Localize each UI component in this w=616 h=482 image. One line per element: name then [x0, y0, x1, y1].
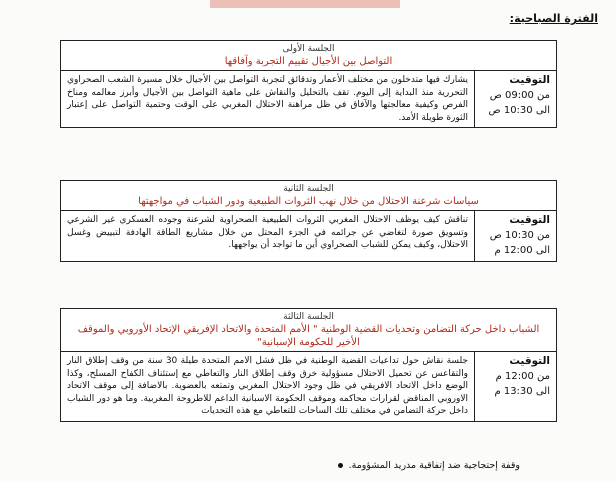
time-label: التوقيت: [509, 355, 550, 367]
session-body: [61, 352, 556, 421]
session-title: الشباب داخل حركة التضامن وتحديات القضية الوطنية " الأمم المتحدة والاتحاد الإفريقي الإتحاد الأوروبي والموقف الأخير للحكومة الإسبانية": [77, 324, 540, 348]
session-number: الجلسة الثالثة: [283, 312, 334, 322]
bullet-dot-icon: [338, 463, 343, 468]
session-time-cell: [474, 352, 556, 421]
session-header: [61, 41, 556, 71]
time-from: من 09:00 ص: [489, 90, 550, 101]
session-header: [61, 309, 556, 352]
time-from: من 12:00 م: [495, 371, 550, 382]
session-number: الجلسة الأولى: [282, 44, 335, 54]
time-label: التوقيت: [509, 214, 550, 226]
session-time-cell: [474, 71, 556, 127]
session-body: [61, 211, 556, 261]
section-heading: الفترة الصباحية:: [509, 12, 598, 25]
time-label: التوقيت: [509, 74, 550, 86]
time-to: الى 12:00 م: [494, 245, 550, 256]
bullet-item: [338, 460, 520, 471]
session-number: الجلسة الثانية: [283, 184, 334, 194]
session-3-table: [60, 308, 557, 422]
time-to: الى 13:30 م: [494, 386, 550, 397]
bullet-text: وقفة إحتجاجية ضد إتفاقية مدريد المشؤومة.: [348, 460, 520, 471]
session-body: [61, 71, 556, 127]
time-from: من 10:30 ص: [489, 230, 550, 241]
session-header: [61, 181, 556, 211]
session-description: جلسة نقاش حول تداعيات القضية الوطنية في ظل فشل الامم المتحدة طيلة 30 سنة من وقف إطلاق النار والتقاعس عن تحميل الاحتلال مسؤولية خرق وقف إطلاق النار والتعاطي مع إستئناف الكفاح المسلح، وكذا الوضع داخل الاتحاد الافريقي في ظل وجود الاحتلال المغربي وتمتعه بالعضوية. بالاضافة إلى موقف الاتحاد الاوروبي المناقض لقرارات محاكمه وموقف الحكومة الاسبانية الداعم للاطروحة المغربية. وما هو دور الشباب داخل حركة التضامن في مختلف تلك الساحات للتعاطي مع هذه التحديات: [67, 356, 469, 416]
session-description: تناقش كيف يوظف الاحتلال المغربي الثروات الطبيعية الصحراوية لشرعنة وجوده العسكري غير الشرعي وتسويق صورة لتغاضي عن جرائمه في الجزء المحتل من خلال مشاريع الطاقة الهادفة لتبييض وغسل الاحتلال، وكيف يمكن للشباب الصحراوي أين ما تواجد أن يواجهها.: [67, 215, 468, 250]
session-time-cell: [474, 211, 556, 261]
session-title: سياسات شرعنة الاحتلال من خلال نهب الثروات الطبيعية ودور الشباب في مواجهتها: [138, 196, 479, 207]
session-2-table: [60, 180, 557, 262]
time-to: الى 10:30 ص: [488, 105, 550, 116]
session-description: يشارك فيها متدخلون من مختلف الأعمار وتدقائق لتجربة التواصل بين الأجيال خلال مسيرة الشعب الصحراوي التحررية منذ البداية إلى اليوم. تقف بالتحليل والنقاش على ماهية التواصل بين الأجيال وأبرز معالمه ومناخ الفرص وكيفية معالجتها والآفاق في ظل مراهنة الاحتلال المغربي على الوقت وحتمية التواصل على إعتبار الثورة طويلة الأمد.: [67, 75, 468, 123]
session-1-table: [60, 40, 557, 128]
header-banner-strip: [210, 0, 400, 8]
session-title: التواصل بين الأجيال تقييم التجربة وآفاقها: [224, 56, 393, 67]
